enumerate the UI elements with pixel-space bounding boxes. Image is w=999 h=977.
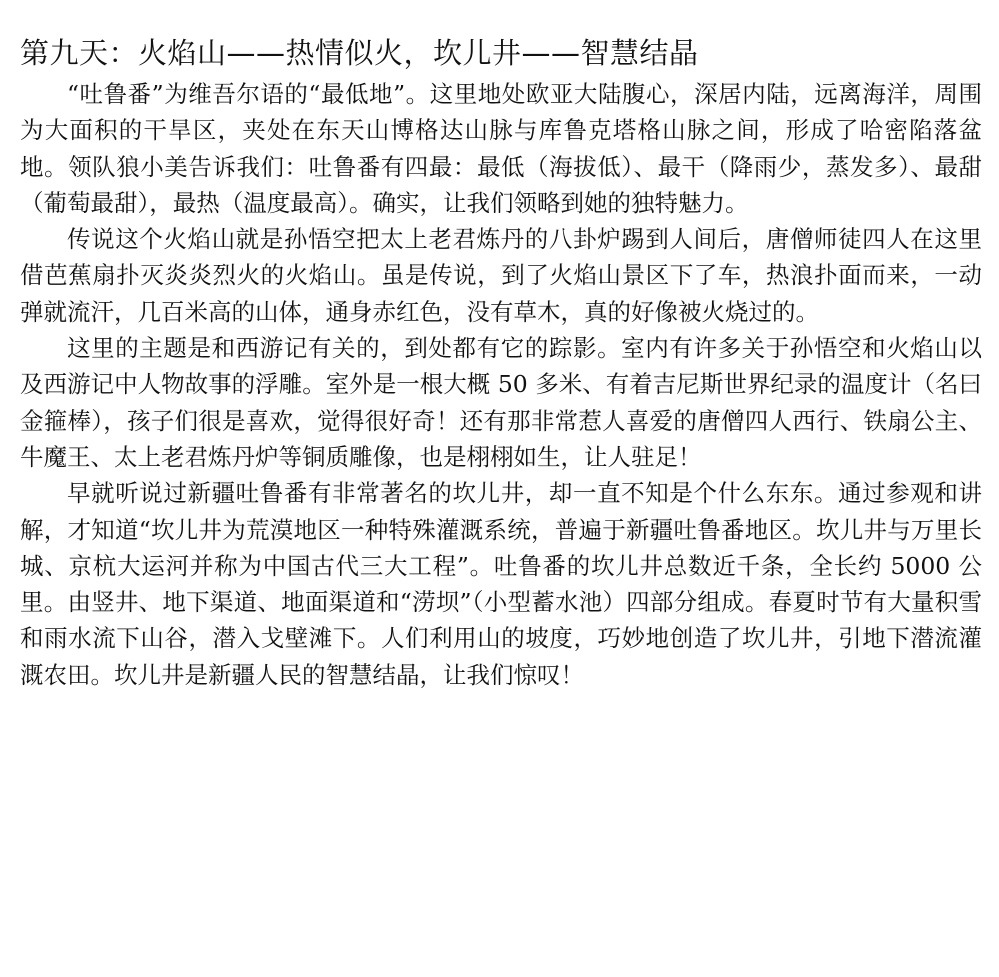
paragraph-journey-to-the-west-theme: 这里的主题是和西游记有关的，到处都有它的踪影。室内有许多关于孙悟空和火焰山以及西游记中人物故事的浮雕。室外是一根大概 50 多米、有着吉尼斯世界纪录的温度计（名曰金箍棒），孩子们很是喜欢，觉得很好奇！还有那非常惹人喜爱的唐僧四人西行、铁扇公主、牛魔王、太上老君炼丹炉等铜质雕像，也是栩栩如生，让人驻足！ xyxy=(20,334,982,471)
article-title: 第九天：火焰山——热情似火，坎儿井——智慧结晶 xyxy=(20,36,699,70)
paragraph-turpan-intro: “吐鲁番”为维吾尔语的“最低地”。这里地处欧亚大陆腹心，深居内陆，远离海洋，周围为大面积的干旱区，夹处在东天山博格达山脉与库鲁克塔格山脉之间，形成了哈密陷落盆地。领队狼小美告诉我们：吐鲁番有四最：最低（海拔低）、最干（降雨少，蒸发多）、最甜（葡萄最甜），最热（温度最高）。确实，让我们领略到她的独特魅力。 xyxy=(20,80,982,217)
paragraph-karez-well: 早就听说过新疆吐鲁番有非常著名的坎儿井，却一直不知是个什么东东。通过参观和讲解，才知道“坎儿井为荒漠地区一种特殊灌溉系统，普遍于新疆吐鲁番地区。坎儿井与万里长城、京杭大运河并称为中国古代三大工程”。吐鲁番的坎儿井总数近千条，全长约 5000 公里。由竖井、地下渠道、地面渠道和“涝坝”（小型蓄水池）四部分组成。春夏时节有大量积雪和雨水流下山谷，潜入戈壁滩下。人们利用山的坡度，巧妙地创造了坎儿井，引地下潜流灌溉农田。坎儿井是新疆人民的智慧结晶，让我们惊叹！ xyxy=(20,479,982,689)
paragraph-flaming-mountain-legend: 传说这个火焰山就是孙悟空把太上老君炼丹的八卦炉踢到人间后，唐僧师徒四人在这里借芭蕉扇扑灭炎炎烈火的火焰山。虽是传说，到了火焰山景区下了车，热浪扑面而来，一动弹就流汗，几百米高的山体，通身赤红色，没有草木，真的好像被火烧过的。 xyxy=(20,225,982,326)
article xyxy=(20,30,982,693)
